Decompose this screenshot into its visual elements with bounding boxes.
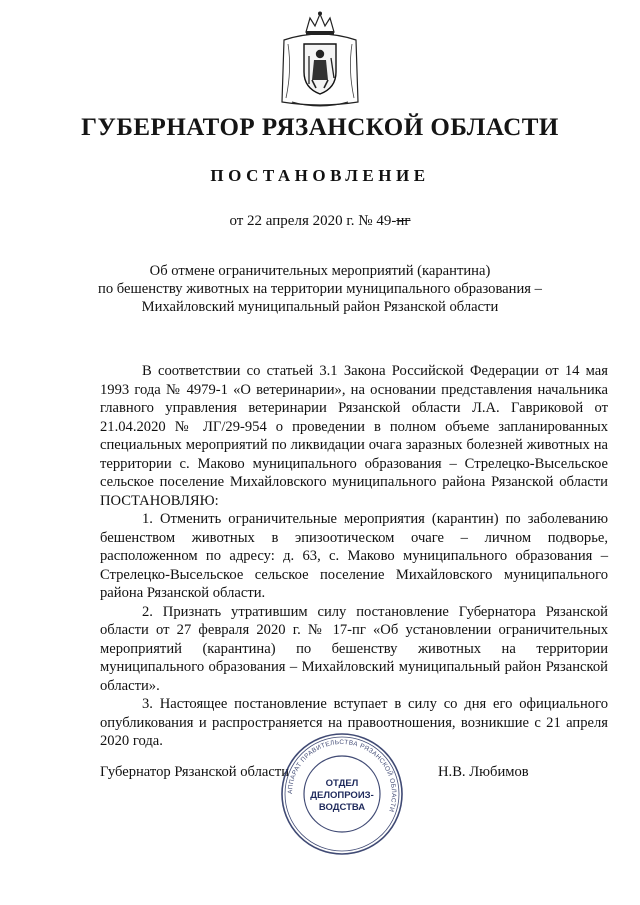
stamp-line-3: ВОДСТВА <box>318 802 366 813</box>
signatory-title: Губернатор Рязанской области <box>100 764 290 780</box>
stamp-ring-text: АППАРАТ ПРАВИТЕЛЬСТВА РЯЗАНСКОЙ ОБЛАСТИ <box>286 738 398 813</box>
document-type: ПОСТАНОВЛЕНИЕ <box>210 166 430 185</box>
clause-3: 3. Настоящее постановление вступает в силу со дня его официального опубликования и распространяется на правоотношения, возникшие с 21 апреля 2020 года. <box>100 696 608 749</box>
official-stamp <box>278 730 406 858</box>
document-subject <box>60 262 580 316</box>
document-body <box>100 362 608 751</box>
stamp-line-1: ОТДЕЛ <box>325 778 359 789</box>
clause-2: 2. Признать утратившим силу постановление Губернатора Рязанской области от 27 февраля 2020 г. № 17-пг «Об установлении ограничительных мероприятий (карантина) по бешенству животных на территории муниципального образования – Михайловский муниципальный район Рязанской области». <box>100 603 608 694</box>
subject-line-2: по бешенству животных на территории муниципального образования – <box>98 281 542 297</box>
struck-suffix: нг <box>396 213 411 229</box>
subject-line-1: Об отмене ограничительных мероприятий (карантина) <box>149 263 491 279</box>
date-and-number: от 22 апреля 2020 г. № 49- <box>229 213 397 229</box>
preamble-paragraph: В соответствии со статьей 3.1 Закона Российской Федерации от 14 мая 1993 года № 4979-1 «О ветеринарии», на основании представления начальника главного управления ветеринарии Рязанской области Л.А. Гавриковой от 21.04.2020 № ЛГ/29-954 о проведении в полном объеме запланированных специальных мероприятий по ликвидации очага заразных болезней животных на территории с. Маково муниципального образования – Стрелецко-Высельское сельское поселение Михайловского муниципального района Рязанской области ПОСТАНОВЛЯЮ: <box>100 363 608 509</box>
stamp-line-2: ДЕЛОПРОИЗ- <box>310 790 374 801</box>
signatory-name: Н.В. Любимов <box>438 764 529 780</box>
document-date-number <box>0 213 640 230</box>
coat-of-arms-icon <box>278 10 362 110</box>
issuing-authority: ГУБЕРНАТОР РЯЗАНСКОЙ ОБЛАСТИ <box>81 114 559 141</box>
clause-1: 1. Отменить ограничительные мероприятия (карантин) по заболеванию бешенством животных в эпизоотическом очаге – личном подворье, расположенном по адресу: д. 63, с. Маково муниципального образования – Стрелецко-Высельское сельское поселение Михайловского муниципального района Рязанской области. <box>100 511 608 601</box>
subject-line-3: Михайловский муниципальный район Рязанской области <box>141 299 499 315</box>
